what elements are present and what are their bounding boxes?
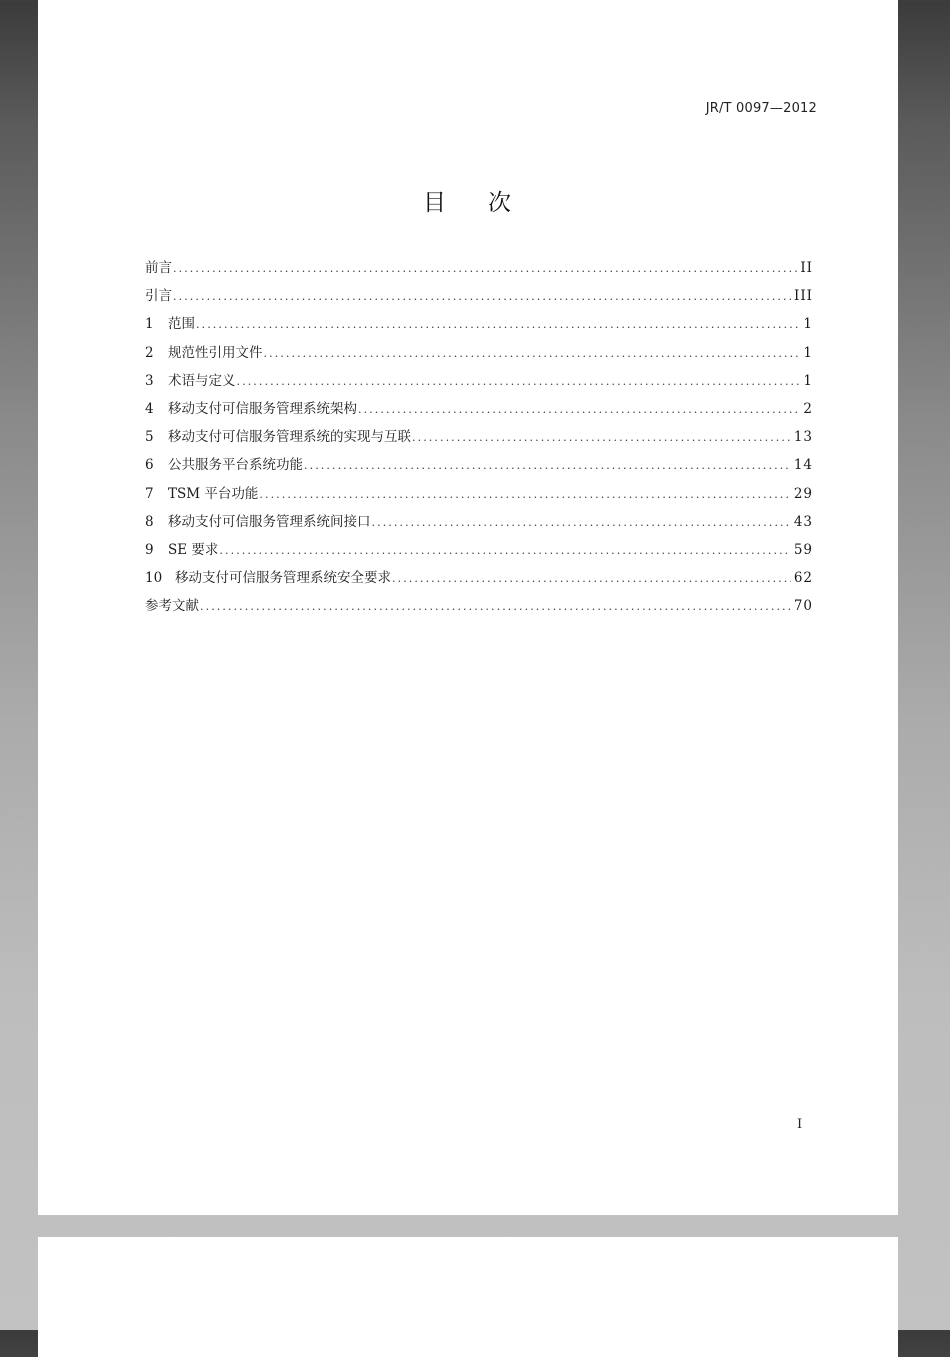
toc-leader-dots — [219, 544, 790, 557]
toc-entry-label: 范围 — [168, 316, 195, 333]
toc-leader-dots — [259, 488, 790, 501]
toc-entry-number: 5 — [145, 429, 154, 446]
toc-entry-page: II — [800, 260, 813, 276]
toc-entry-references[interactable] — [145, 594, 813, 622]
toc-leader-dots — [200, 600, 791, 613]
toc-title-left: 目 — [423, 190, 448, 216]
toc-entry-number: 2 — [145, 344, 154, 361]
toc-leader-dots — [237, 375, 801, 388]
toc-entry-5[interactable] — [145, 425, 813, 453]
toc-entry-number: 6 — [145, 457, 154, 474]
toc-entry-label: 规范性引用文件 — [168, 344, 263, 361]
toc-entry-label: 移动支付可信服务管理系统间接口 — [168, 513, 371, 530]
toc-entry-10[interactable] — [145, 566, 813, 594]
toc-entry-page: 62 — [793, 570, 813, 587]
next-document-page — [38, 1237, 898, 1357]
toc-entry-8[interactable] — [145, 510, 813, 538]
toc-leader-dots — [173, 290, 791, 303]
toc-entry-page: 1 — [803, 372, 813, 389]
toc-leader-dots — [358, 403, 800, 416]
toc-entry-7[interactable] — [145, 482, 813, 510]
document-page — [38, 0, 898, 1215]
toc-entry-6[interactable] — [145, 453, 813, 481]
toc-entry-label: 前言 — [145, 260, 172, 276]
toc-title-right: 次 — [488, 190, 513, 216]
toc-entry-label: 引言 — [145, 288, 172, 305]
toc-entry-label: TSM 平台功能 — [168, 485, 259, 502]
toc-entry-page: 1 — [803, 344, 813, 361]
toc-leader-dots — [372, 516, 791, 529]
toc-entry-label: 移动支付可信服务管理系统架构 — [168, 400, 357, 417]
toc-entry-number: 4 — [145, 400, 154, 417]
toc-entry-1[interactable] — [145, 312, 813, 340]
toc-entry-label: SE 要求 — [168, 541, 219, 558]
toc-entry-label: 参考文献 — [145, 598, 199, 615]
toc-entry-2[interactable] — [145, 341, 813, 369]
toc-entry-page: 2 — [803, 400, 813, 417]
toc-entry-page: 13 — [793, 429, 813, 446]
toc-entry-page: 1 — [803, 316, 813, 333]
toc-entry-introduction[interactable] — [145, 284, 813, 312]
toc-entry-number: 1 — [145, 316, 154, 333]
toc-entry-label: 移动支付可信服务管理系统的实现与互联 — [168, 429, 411, 446]
toc-leader-dots — [196, 318, 800, 331]
toc-entry-page: III — [794, 288, 813, 305]
toc-entry-number: 9 — [145, 541, 154, 558]
toc-entry-3[interactable] — [145, 369, 813, 397]
toc-entry-page: 29 — [793, 485, 813, 502]
toc-entry-label: 术语与定义 — [168, 372, 236, 389]
toc-leader-dots — [264, 347, 801, 360]
toc-entry-number: 8 — [145, 513, 154, 530]
toc-entry-page: 14 — [793, 457, 813, 474]
toc-entry-label: 公共服务平台系统功能 — [168, 457, 303, 474]
table-of-contents — [145, 256, 813, 622]
toc-leader-dots — [412, 431, 791, 444]
toc-entry-number: 10 — [145, 570, 163, 587]
toc-entry-page: 43 — [793, 513, 813, 530]
toc-entry-foreword[interactable] — [145, 256, 813, 284]
toc-entry-9[interactable] — [145, 538, 813, 566]
toc-entry-page: 70 — [793, 598, 813, 615]
toc-entry-number: 7 — [145, 485, 154, 502]
toc-title — [38, 184, 898, 217]
toc-entry-page: 59 — [793, 541, 813, 558]
toc-entry-label: 移动支付可信服务管理系统安全要求 — [175, 570, 391, 587]
toc-leader-dots — [392, 572, 791, 585]
toc-entry-4[interactable] — [145, 397, 813, 425]
toc-leader-dots — [173, 262, 797, 275]
toc-leader-dots — [304, 459, 791, 472]
toc-entry-number: 3 — [145, 372, 154, 389]
page-number: I — [797, 1117, 803, 1132]
standard-code: JR/T 0097—2012 — [705, 101, 817, 116]
